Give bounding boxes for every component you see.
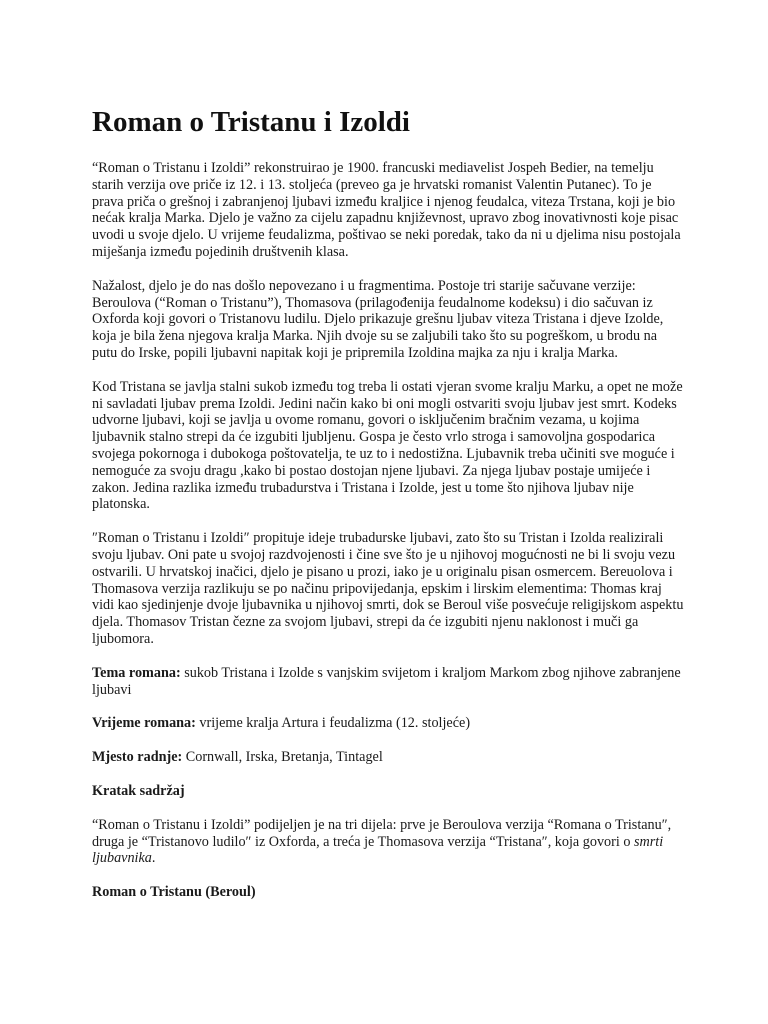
fact-vrijeme-value: vrijeme kralja Artura i feudalizma (12. stoljeće) [195,715,471,732]
summary-text: “Roman o Tristanu i Izoldi” podijeljen je na tri dijela: prve je Beroulova verzija “Romana o Tristanu″, druga je “Tristanovo ludilo″ iz Oxforda, a treća je Thomasova verzija “Tristana″, koja govori o [92,816,672,850]
page-title: Roman o Tristanu i Izoldi [92,106,410,138]
paragraph-troubadour: ″Roman o Tristanu i Izoldi″ propituje ideje trubadurske ljubavi, zato što su Tristan i Izolda realizirali svoju ljubav. Oni pate u svojoj razdvojenosti i čine sve što je u njihovoj mogućnosti ne bi li svoju vezu ostvarili. U hrvatskoj inačici, djelo je pisano u prozi, iako je u originalu pisan osmercem. Bereuolova i Thomasova verzija razlikuju se po načinu pripovijedanja, epskim i lirskim elementima: Thomas kraj vidi kao sjedinjenje dvoje ljubavnika u njihovoj smrti, dok se Beroul više posvećuje religijskom aspektu djela. Thomasov Tristan čezne za svojom ljubavi, strepi da će izgubiti njenu naklonost i muči ga ljubomora. [92,530,684,647]
paragraph-fragments: Nažalost, djelo je do nas došlo nepovezano i u fragmentima. Postoje tri starije sačuvane verzije: Beroulova (“Roman o Tristanu”), Thomasova (prilagođenija feudalnome kodeksu) i dio sačuvan iz Oxforda koji govori o Tristanovu ludilu. Djelo prikazuje grešnu ljubav viteza Tristana i djeve Izolde, koja je bila žena njegova kralja Marka. Njih dvoje su se zaljubili tako što su pogreškom, u brodu na putu do Irske, popili ljubavni napitak koji je pripremila Izoldina majka za nju i kralja Marka. [92,277,664,361]
paragraph-intro: “Roman o Tristanu i Izoldi” rekonstruirao je 1900. francuski mediavelist Jospeh Bedier, na temelju starih verzija ove priče iz 12. i 13. stoljeća (preveo ga je hrvatski romanist Valentin Putanec). To je prava priča o grešnoj i zabranjenoj ljubavi između kraljice i njenog feudalca, viteza Trstana, koji je bio nećak kralja Marka. Djelo je važno za cijelu zapadnu književnost, upravo zbog inovativnosti koje pisac uvodi u svoje djelo. U vrijeme feudalizma, poštivao se neki poredak, tako da ni u djelima nisu postojala miješanja između pojedinih društvenih klasa. [92,160,681,260]
fact-tema [92,665,684,699]
fact-mjesto-value: Cornwall, Irska, Bretanja, Tintagel [182,749,383,766]
fact-vrijeme-label: Vrijeme romana: [92,715,196,732]
fact-tema-value: sukob Tristana i Izolde s vanjskim svijetom i kraljom Markom zbog njihove zabranjene ljubavi [92,664,681,698]
section-heading-kratak-sadrzaj: Kratak sadržaj [92,782,185,799]
paragraph-summary [92,817,684,867]
summary-end: . [151,850,156,867]
fact-mjesto-label: Mjesto radnje: [92,749,183,766]
paragraph-conflict: Kod Tristana se javlja stalni sukob između tog treba li ostati vjeran svome kralju Marku, a opet ne može ni savladati ljubav prema Izoldi. Jedini način kako bi oni mogli ostvariti svoju ljubav jest smrt. Kodeks udvorne ljubavi, koji se javlja u ovome romanu, govori o isključenim bračnim vezama, u kojima ljubavnik stalno strepi da će izgubiti ljubljenu. Gospa je često vrlo stroga i samovoljna gospodarica svojega pokornoga i dubokoga poštovatelja, te uz to i nedostižna. Ljubavnik treba učiniti sve moguće i nemoguće za svoju dragu ,kako bi postao dostojan njene ljubavi. Za njega ljubav postaje umijeće i zakon. Jedina razlika između trubadurstva i Tristana i Izolde, jest u tome što njihova ljubav nije platonska. [92,378,683,513]
fact-mjesto [92,749,684,766]
fact-vrijeme [92,715,684,732]
fact-tema-label: Tema romana: [92,664,181,681]
document-page [92,104,684,918]
summary-italic: smrti ljubavnika [92,833,664,867]
section-heading-beroul: Roman o Tristanu (Beroul) [92,884,256,901]
